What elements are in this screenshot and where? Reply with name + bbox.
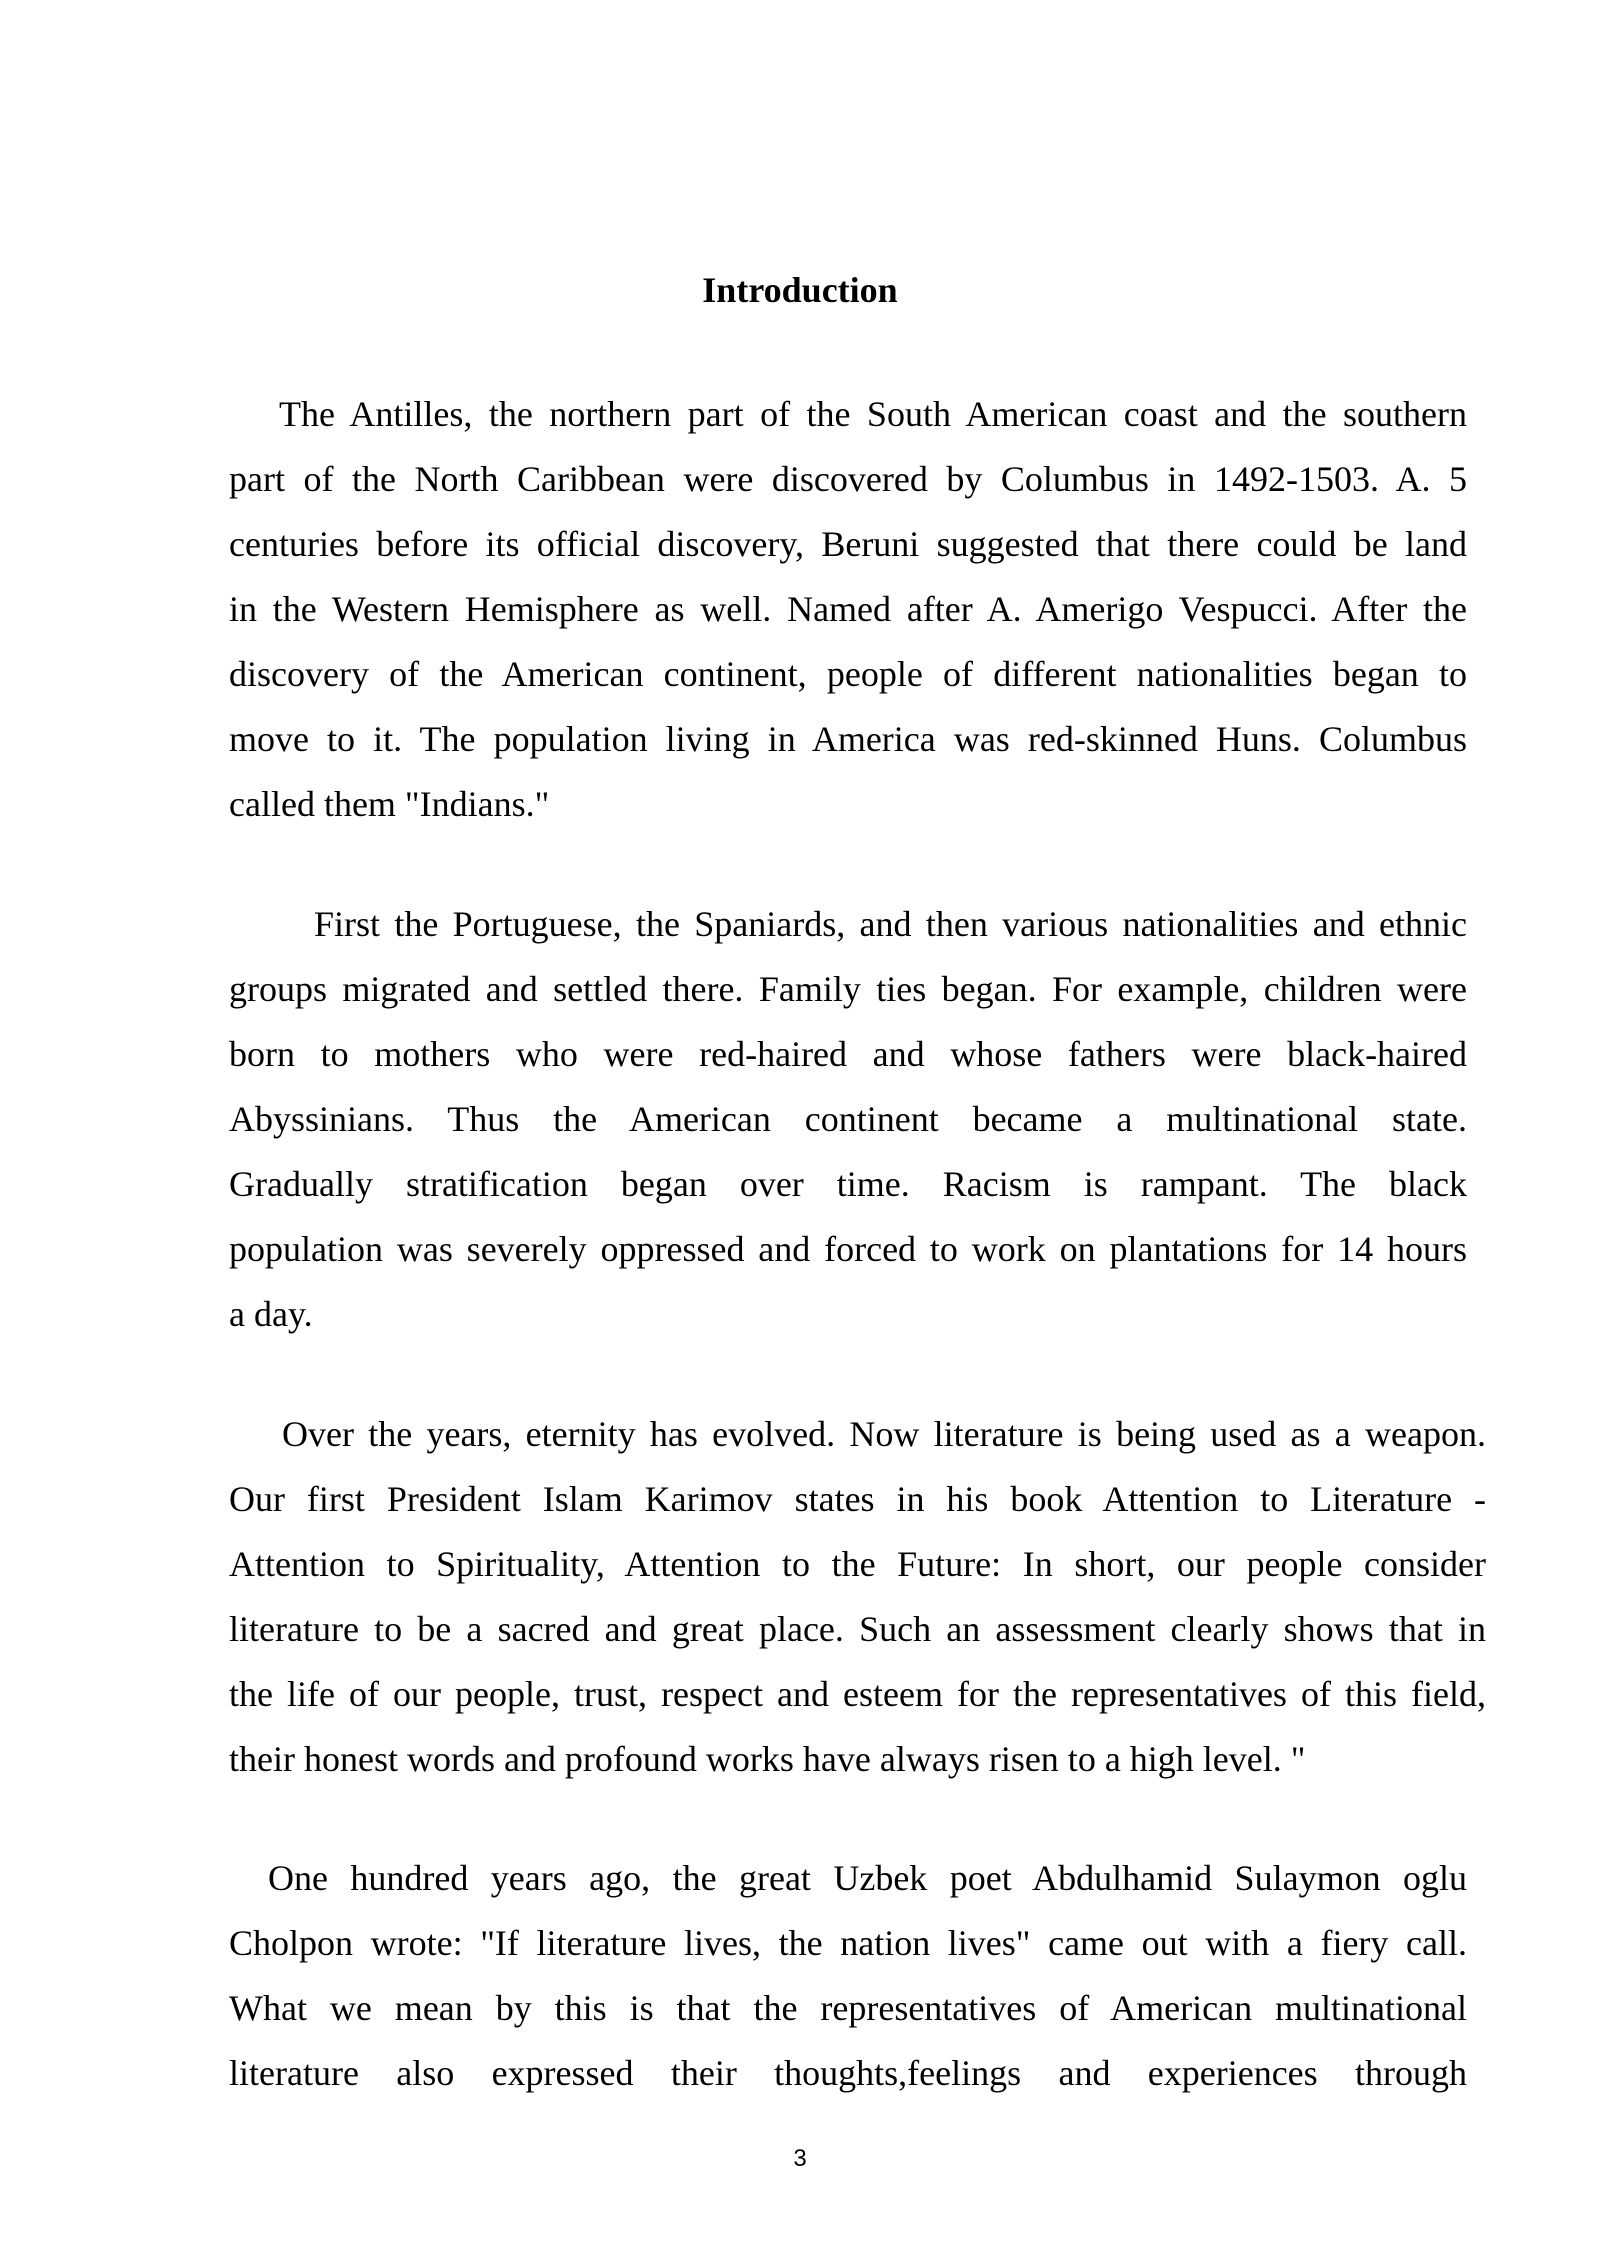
paragraph-line: the life of our people, trust, respect and esteem for the representatives of this field, [229,1674,1486,1714]
paragraph-line: Attention to Spirituality, Attention to the Future: In short, our people consider [229,1544,1486,1584]
paragraph-line: Abyssinians. Thus the American continent became a multinational state. [229,1099,1467,1139]
paragraph-line: Over the years, eternity has evolved. Now literature is being used as a weapon. [282,1414,1486,1454]
paragraph-line: born to mothers who were red-haired and whose fathers were black-haired [229,1034,1467,1074]
paragraph-line: Our first President Islam Karimov states in his book Attention to Literature - [229,1479,1486,1519]
paragraph-line: Gradually stratification began over time. Racism is rampant. The black [229,1164,1467,1204]
paragraph-line: Cholpon wrote: "If literature lives, the nation lives" came out with a fiery call. [229,1923,1467,1963]
paragraph-4 [229,1846,1467,2106]
paragraph-3 [229,1402,1486,1792]
paragraph-line: move to it. The population living in America was red-skinned Huns. Columbus [229,719,1467,759]
paragraph-line: called them "Indians." [229,784,550,824]
paragraph-line: population was severely oppressed and forced to work on plantations for 14 hours [229,1229,1467,1269]
page-title: Introduction [702,270,898,310]
page-number: 3 [793,2145,807,2172]
paragraph-line: in the Western Hemisphere as well. Named after A. Amerigo Vespucci. After the [229,589,1467,629]
paragraph-1 [229,382,1467,837]
paragraph-line: The Antilles, the northern part of the South American coast and the southern [279,394,1467,434]
paragraph-line: First the Portuguese, the Spaniards, and then various nationalities and ethnic [314,904,1467,944]
paragraph-line: part of the North Caribbean were discovered by Columbus in 1492-1503. A. 5 [229,459,1467,499]
paragraph-line: groups migrated and settled there. Family ties began. For example, children were [229,969,1467,1009]
paragraph-line: discovery of the American continent, people of different nationalities began to [229,654,1467,694]
paragraph-line: literature to be a sacred and great place. Such an assessment clearly shows that in [229,1609,1486,1649]
paragraph-line: What we mean by this is that the representatives of American multinational [229,1988,1467,2028]
paragraph-line: a day. [229,1294,313,1334]
paragraph-line: literature also expressed their thoughts,feelings and experiences through [229,2053,1467,2093]
paragraph-line: One hundred years ago, the great Uzbek poet Abdulhamid Sulaymon oglu [268,1858,1467,1898]
paragraph-line: centuries before its official discovery, Beruni suggested that there could be land [229,524,1467,564]
paragraph-2 [229,892,1467,1347]
paragraph-line: their honest words and profound works have always risen to a high level. " [229,1739,1306,1779]
